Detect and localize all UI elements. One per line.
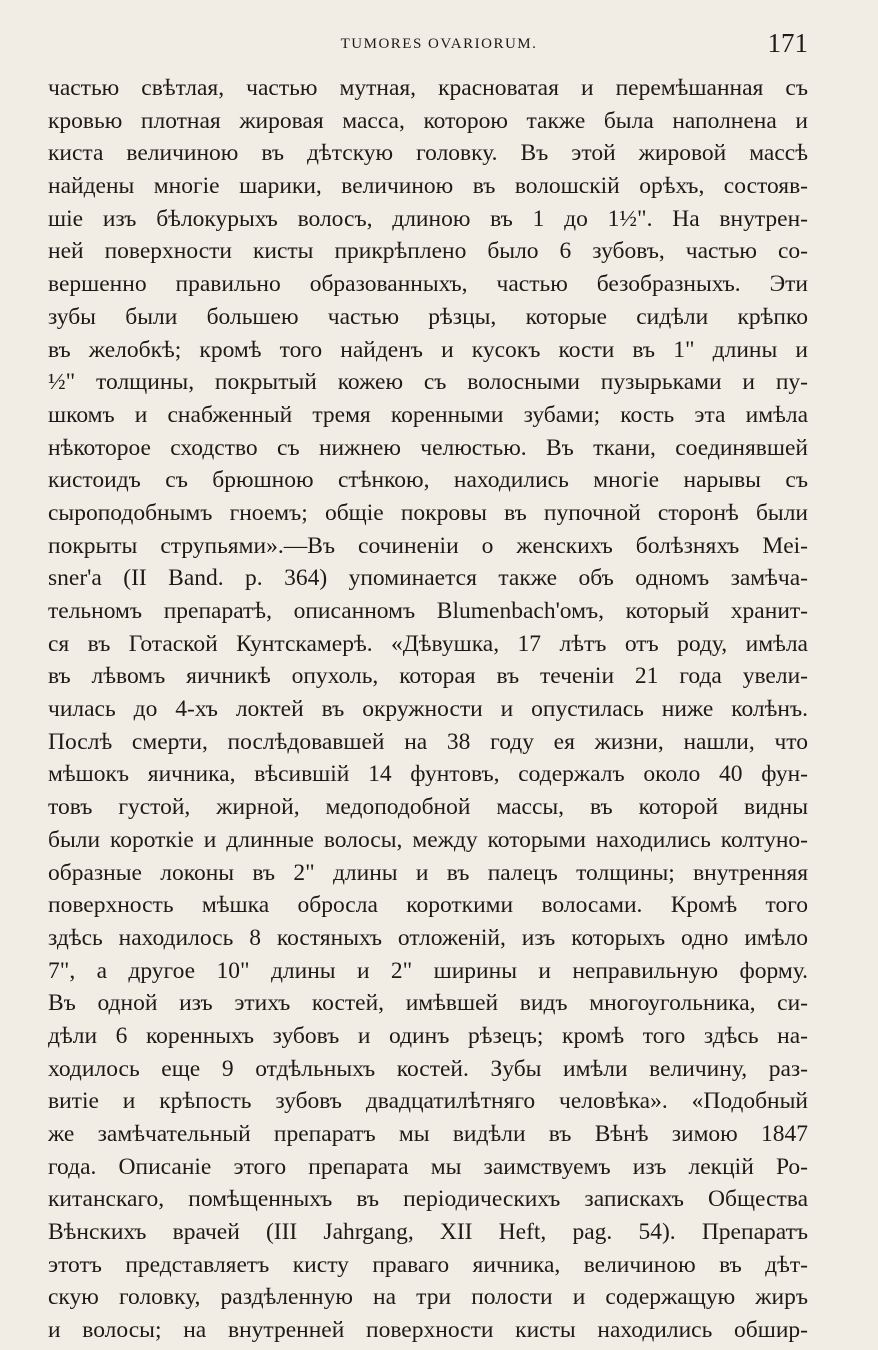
text-line: 7", а другое 10" длины и 2" ширины и неправильную форму. bbox=[48, 957, 808, 984]
text-line: витіе и крѣпость зубовъ двадцатилѣтняго человѣка». «Подобный bbox=[48, 1088, 808, 1115]
text-line: нѣкоторое сходство съ нижнею челюстью. Въ ткани, соединявшей bbox=[48, 434, 808, 461]
body-text bbox=[48, 72, 808, 1347]
text-line: товъ густой, жирной, медоподобной массы, въ которой видны bbox=[48, 794, 808, 821]
text-line: Вѣнскихъ врачей (III Jahrgang, XII Heft, pag. 54). Препаратъ bbox=[48, 1219, 808, 1246]
text-line: sner'a (II Band. p. 364) упоминается также объ одномъ замѣча- bbox=[48, 565, 808, 592]
text-line: кистоидъ съ брюшною стѣнкою, находились многіе нарывы съ bbox=[48, 467, 808, 494]
text-line: частью свѣтлая, частью мутная, красноватая и перемѣшанная съ bbox=[48, 75, 808, 101]
text-line: здѣсь находилось 8 костяныхъ отложеній, изъ которыхъ одно имѣло bbox=[48, 924, 808, 951]
text-line: шіе изъ бѣлокурыхъ волосъ, длиною въ 1 до 1½". На внутрен- bbox=[48, 205, 808, 232]
text-line: шкомъ и снабженный тремя коренными зубами; кость эта имѣла bbox=[48, 401, 808, 428]
text-line: ся въ Готаской Кунтскамерѣ. «Дѣвушка, 17 лѣтъ отъ роду, имѣла bbox=[48, 630, 808, 657]
text-line: этотъ представляетъ кисту праваго яичника, величиною въ дѣт- bbox=[48, 1251, 808, 1278]
text-line: въ лѣвомъ яичникѣ опухоль, которая въ теченіи 21 года увели- bbox=[48, 663, 808, 690]
text-line: образные локоны въ 2" длины и въ палецъ толщины; внутренняя bbox=[48, 859, 808, 886]
page-number: 171 bbox=[767, 28, 808, 58]
text-line: поверхность мѣшка обросла короткими волосами. Кромѣ того bbox=[48, 892, 808, 919]
text-line: кровью плотная жировая масса, которою также была наполнена и bbox=[48, 107, 808, 134]
text-line: сыроподобнымъ гноемъ; общіе покровы въ пупочной сторонѣ были bbox=[48, 499, 808, 526]
text-line: мѣшокъ яичника, вѣсившій 14 фунтовъ, содержалъ около 40 фун- bbox=[48, 761, 808, 788]
text-line: Послѣ смерти, послѣдовавшей на 38 году ея жизни, нашли, что bbox=[48, 728, 808, 755]
text-line: же замѣчательный препаратъ мы видѣли въ Вѣнѣ зимою 1847 bbox=[48, 1121, 808, 1147]
text-line: были короткіе и длинные волосы, между которыми находились колтуно- bbox=[48, 826, 808, 853]
text-line: ½" толщины, покрытый кожею съ волосными пузырьками и пу- bbox=[48, 369, 808, 396]
text-line: ней поверхности кисты прикрѣплено было 6 зубовъ, частью со- bbox=[48, 238, 808, 265]
text-line: года. Описаніе этого препарата мы заимствуемъ изъ лекцій Ро- bbox=[48, 1153, 808, 1180]
text-line: чилась до 4-хъ локтей въ окружности и опустилась ниже колѣнъ. bbox=[48, 696, 808, 723]
page-header bbox=[0, 28, 878, 62]
text-line: въ желобкѣ; кромѣ того найденъ и кусокъ кости въ 1" длины и bbox=[48, 336, 808, 363]
text-line: китанскаго, помѣщенныхъ въ періодическихъ запискахъ Общества bbox=[48, 1186, 808, 1213]
text-line: скую головку, раздѣленную на три полости и содержащую жиръ bbox=[48, 1284, 808, 1311]
text-line: вершенно правильно образованныхъ, частью безобразныхъ. Эти bbox=[48, 271, 808, 298]
running-head: TUMORES OVARIORUM. bbox=[340, 36, 538, 52]
text-line: покрыты струпьями».—Въ сочиненіи о женскихъ болѣзняхъ Mei- bbox=[48, 532, 808, 559]
text-line: ходилось еще 9 отдѣльныхъ костей. Зубы имѣли величину, раз- bbox=[48, 1055, 808, 1082]
text-line: найдены многіе шарики, величиною въ волошскій орѣхъ, состояв- bbox=[48, 173, 808, 200]
text-line: киста величиною въ дѣтскую головку. Въ этой жировой массѣ bbox=[48, 140, 808, 167]
text-line: зубы были большею частью рѣзцы, которые сидѣли крѣпко bbox=[48, 303, 808, 330]
text-line: Въ одной изъ этихъ костей, имѣвшей видъ многоугольника, си- bbox=[48, 990, 808, 1017]
text-line: дѣли 6 коренныхъ зубовъ и одинъ рѣзецъ; кромѣ того здѣсь на- bbox=[48, 1022, 808, 1049]
text-line: тельномъ препаратѣ, описанномъ Blumenbach'омъ, который хранит- bbox=[48, 598, 808, 624]
text-line: и волосы; на внутренней поверхности кисты находились обшир- bbox=[48, 1317, 808, 1344]
